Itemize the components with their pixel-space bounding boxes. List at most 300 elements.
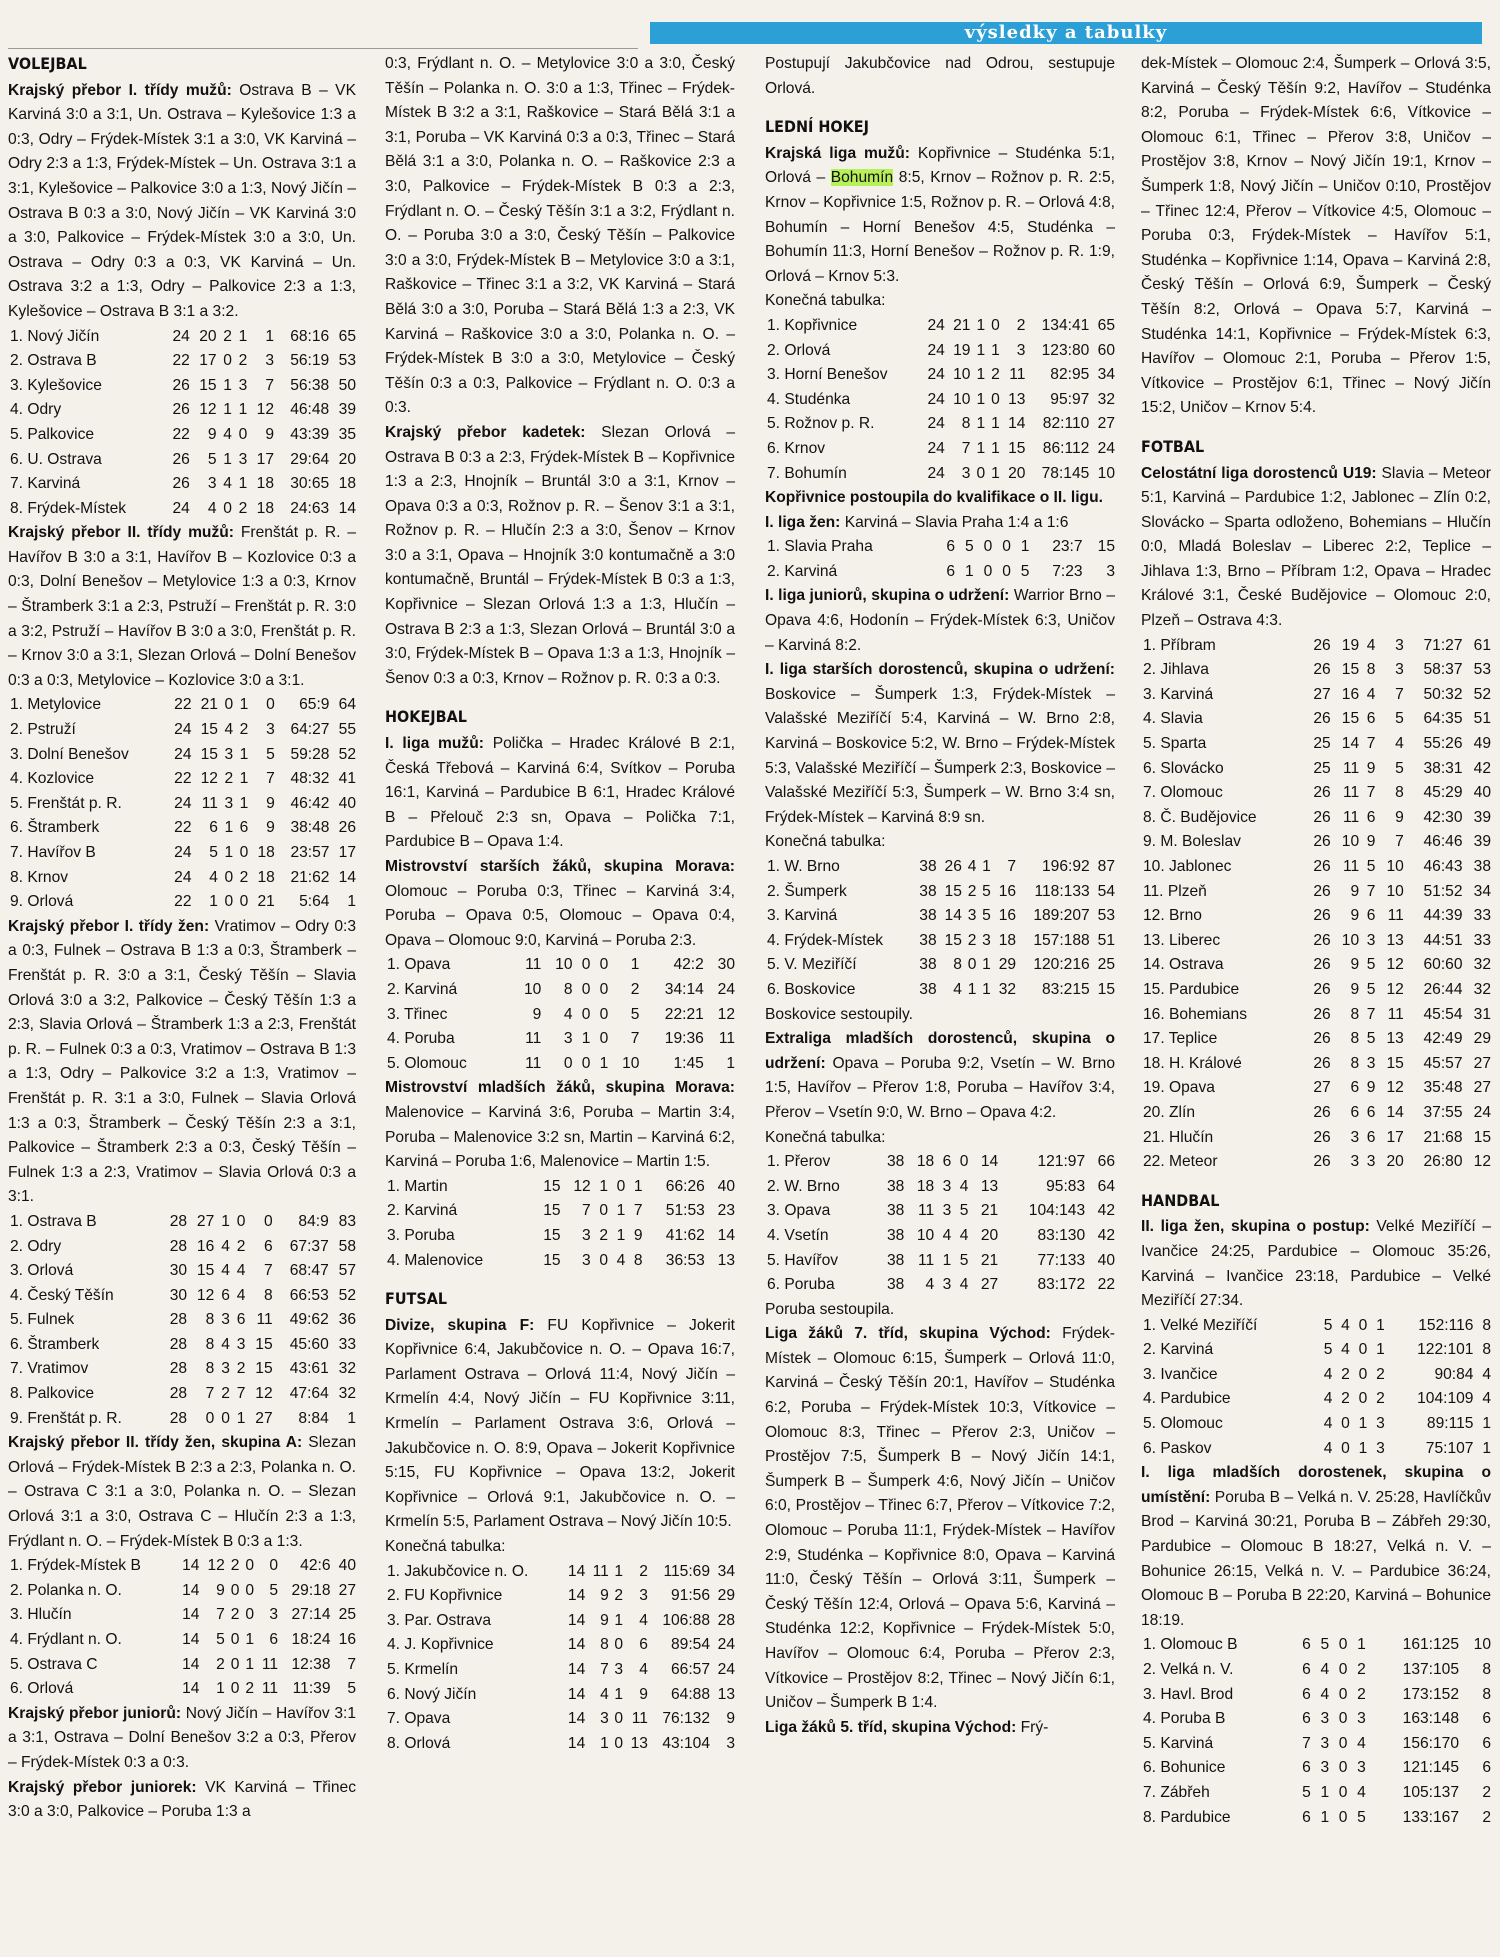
table-row <box>385 1003 735 1028</box>
table-cell: 2 <box>1016 316 1026 334</box>
team-name: 2. W. Brno <box>767 1177 840 1195</box>
table-row <box>765 1175 1115 1200</box>
results-text: Poruba B – Velká n. V. 25:28, Havlíčkův Brod – Karviná 30:21, Poruba B – Zábřeh 29:30, Pardubice – Olomouc B 18:27, Velká n. V. – Bohunice 26:15, Velká n. V. – Pardubice 36:24, Olomouc B – Poruba B 22:20, Karviná – Bohunice 18:19. <box>1141 1488 1491 1629</box>
results-text: Frenštát p. R. – Havířov B 3:0 a 3:1, Havířov B – Kozlovice 0:3 a 0:3, Dolní Benešov – Metylovice 1:3 a 0:3, Krnov – Štramberk 3:1 a 2:3, Pstruží – Frenštát p. R. 3:0 a 3:2, Pstruží – Havířov B 3:0 a 3:0, Frenštát p. R. – Krnov 3:0 a 3:1, Slezan Orlová – Dolní Benešov 0:3 a 0:3, Metylovice – Kozlovice 3:0 a 3:1. <box>8 524 356 689</box>
table-cell: 10 <box>916 1226 935 1244</box>
table-cell: 16 <box>338 1631 356 1648</box>
table-row <box>8 325 356 350</box>
team-name: 8. Frýdek-Místek <box>10 499 127 517</box>
table-row <box>1141 1052 1491 1077</box>
table-cell: 0 <box>991 316 1000 334</box>
table-cell: 5 <box>1302 1783 1311 1801</box>
table-cell: 12 <box>1386 1079 1404 1097</box>
table-cell: 21 <box>980 1251 999 1269</box>
table-cell: 15 <box>1341 710 1360 728</box>
team-name: 2. Šumperk <box>767 882 847 900</box>
table-cell: 0 <box>983 538 993 556</box>
results-paragraph <box>765 658 1115 830</box>
table-cell: 0 <box>581 1005 591 1023</box>
table-cell: 6 <box>263 1237 273 1255</box>
table-cell: 7 <box>1366 784 1376 802</box>
table-cell: 2 <box>239 721 249 739</box>
table-cell: 26 <box>1313 1153 1331 1171</box>
table-cell: 0 <box>245 1557 255 1575</box>
table-cell: 18:24 <box>291 1631 331 1648</box>
table-cell: 36 <box>338 1311 356 1329</box>
team-name: 11. Plzeň <box>1143 882 1207 900</box>
table-cell: 5 <box>1366 980 1376 998</box>
table-row <box>8 693 356 718</box>
table-row <box>8 792 356 817</box>
table-cell: 1 <box>239 696 249 714</box>
table-row <box>8 743 356 768</box>
table-cell: 0 <box>1358 1365 1368 1383</box>
table-cell: 38 <box>887 1251 905 1269</box>
table-cell: 24 <box>927 366 945 384</box>
table-cell: 11 <box>917 1251 935 1269</box>
team-name: 3. Par. Ostrava <box>387 1611 492 1629</box>
team-name: 7. Karviná <box>10 475 81 493</box>
results-text: Olomouc – Poruba 0:3, Třinec – Karviná 3:4, Poruba – Opava 0:5, Olomouc – Opava 0:4, Opava – Olomouc 9:0, Karviná – Poruba 2:3. <box>385 882 735 949</box>
standings-table <box>8 325 356 522</box>
table-cell: 7 <box>582 1202 591 1220</box>
table-row <box>1141 1387 1491 1412</box>
table-cell: 1 <box>1358 1415 1368 1433</box>
table-cell: 26 <box>172 376 190 394</box>
table-cell: 16 <box>998 907 1017 925</box>
table-cell: 38 <box>919 980 937 998</box>
table-cell: 4 <box>1341 1316 1350 1334</box>
table-cell: 3 <box>563 1030 573 1048</box>
team-name: 1. Metylovice <box>10 696 101 714</box>
table-row <box>8 890 356 915</box>
table-cell: 3 <box>1320 1734 1330 1752</box>
table-cell: 64 <box>1097 1177 1115 1195</box>
team-name: 1. Ostrava B <box>10 1212 97 1230</box>
table-cell: 7 <box>1302 1734 1311 1752</box>
table-cell: 55:26 <box>1423 735 1463 753</box>
table-cell: 9 <box>1395 808 1404 826</box>
table-cell: 26 <box>1313 907 1331 925</box>
table-cell: 14 <box>567 1661 586 1678</box>
table-cell: 4 <box>236 1286 246 1304</box>
table-cell: 115:69 <box>663 1562 711 1580</box>
table-row <box>385 953 735 978</box>
table-cell: 6 <box>1366 808 1376 826</box>
table-cell: 5 <box>982 907 991 925</box>
table-cell: 32 <box>1473 956 1491 974</box>
table-cell: 44:39 <box>1423 907 1463 925</box>
table-cell: 1 <box>991 439 1000 457</box>
table-cell: 11 <box>718 1030 735 1048</box>
table-cell: 7 <box>1366 1005 1376 1023</box>
table-cell: 0 <box>223 352 232 370</box>
team-name: 4. Český Těšín <box>10 1286 114 1304</box>
table-cell: 21:68 <box>1423 1128 1463 1146</box>
table-cell: 4 <box>236 1262 246 1280</box>
table-cell: 11 <box>201 794 218 812</box>
table-cell: 42:6 <box>300 1557 331 1575</box>
team-name: 19. Opava <box>1143 1079 1215 1097</box>
table-cell: 87 <box>1097 858 1115 875</box>
table-cell: 3 <box>1366 1054 1376 1072</box>
table-cell: 45:54 <box>1423 1005 1463 1023</box>
team-name: 17. Teplice <box>1143 1030 1218 1048</box>
table-cell: 0 <box>1338 1710 1348 1728</box>
table-cell: 1 <box>982 956 991 974</box>
team-name: 8. Pardubice <box>1143 1808 1231 1826</box>
table-cell: 2 <box>221 1385 230 1403</box>
table-cell: 22 <box>1097 1276 1115 1294</box>
table-cell: 0 <box>263 1212 273 1230</box>
table-cell: 29 <box>717 1587 735 1605</box>
table-cell: 28 <box>717 1611 735 1629</box>
section-heading: LEDNÍ HOKEJ <box>765 117 869 137</box>
table-cell: 0 <box>983 562 993 580</box>
table-cell: 22 <box>174 696 192 714</box>
competition-title: Krajský přebor II. třídy žen, skupina A: <box>8 1434 303 1452</box>
table-cell: 13 <box>980 1177 999 1195</box>
table-cell: 24 <box>1097 439 1115 457</box>
table-cell: 0 <box>1002 538 1011 556</box>
table-cell: 1 <box>976 390 986 408</box>
table-cell: 4 <box>959 1177 969 1195</box>
table-cell: 14 <box>717 1226 735 1244</box>
table-cell: 95:83 <box>1046 1177 1086 1195</box>
table-cell: 26 <box>172 401 190 419</box>
table-cell: 4 <box>207 499 217 517</box>
table-cell: 0 <box>1341 1439 1350 1457</box>
team-name: 20. Zlín <box>1143 1103 1196 1121</box>
table-cell: 3 <box>207 475 217 493</box>
table-cell: 0 <box>581 956 591 974</box>
table-row <box>385 1658 735 1683</box>
results-paragraph <box>1141 1461 1491 1633</box>
table-cell: 67:37 <box>289 1237 329 1255</box>
table-row <box>765 462 1115 487</box>
table-cell: 6 <box>946 538 956 556</box>
table-cell: 1 <box>614 1611 624 1629</box>
table-cell: 48:32 <box>290 770 330 788</box>
table-cell: 20 <box>1008 464 1026 482</box>
table-cell: 4 <box>1341 1341 1350 1359</box>
table-cell: 7 <box>1007 858 1017 875</box>
table-cell: 24 <box>717 1661 735 1678</box>
table-cell: 10 <box>1386 858 1404 875</box>
results-text: Opava – Poruba 9:2, Vsetín – W. Brno 1:5, Havířov – Přerov 1:8, Poruba – Havířov 3:4, Přerov – Vsetín 9:0, W. Brno – Opava 4:2. <box>765 1054 1115 1121</box>
table-cell: 19 <box>1341 636 1360 654</box>
team-name: 8. Č. Budějovice <box>1143 808 1257 826</box>
table-row <box>1141 781 1491 806</box>
table-cell: 3 <box>942 1276 952 1294</box>
table-cell: 14 <box>182 1655 200 1673</box>
table-cell: 5 <box>959 1202 969 1220</box>
table-row <box>1141 953 1491 978</box>
table-cell: 0 <box>230 1631 240 1648</box>
table-cell: 22 <box>172 352 190 370</box>
table-row <box>1141 1126 1491 1151</box>
table-cell: 0 <box>238 425 248 443</box>
table-cell: 50:32 <box>1423 685 1463 703</box>
table-cell: 1 <box>942 1251 952 1269</box>
table-cell: 14 <box>567 1734 586 1752</box>
table-row <box>1141 1806 1491 1831</box>
table-row <box>1141 1658 1491 1683</box>
table-cell: 1 <box>1320 1808 1330 1826</box>
table-cell: 39 <box>1473 808 1491 826</box>
team-name: 6. Štramberk <box>10 1335 100 1353</box>
table-cell: 6 <box>239 819 249 837</box>
column-4 <box>1141 52 1491 1830</box>
results-paragraph <box>8 1776 356 1825</box>
table-cell: 0 <box>230 1680 240 1698</box>
table-cell: 4 <box>1323 1439 1333 1457</box>
table-cell: 40 <box>717 1177 735 1195</box>
table-cell: 4 <box>1366 685 1376 703</box>
section-heading: VOLEJBAL <box>8 54 87 73</box>
table-row <box>8 398 356 423</box>
note: Poruba sestoupila. <box>765 1300 895 1318</box>
table-cell: 3 <box>1350 1128 1360 1146</box>
table-row <box>8 1382 356 1407</box>
table-row <box>385 1707 735 1732</box>
competition-title: I. liga starších dorostenců, skupina o udržení: <box>765 661 1115 679</box>
table-cell: 11 <box>631 1710 648 1728</box>
table-row <box>8 1333 356 1358</box>
table-row <box>765 437 1115 462</box>
table-row <box>1141 880 1491 905</box>
table-cell: 11 <box>1342 808 1360 826</box>
table-cell: 1 <box>633 1177 643 1195</box>
table-row <box>1141 1683 1491 1708</box>
table-cell: 26 <box>1313 882 1331 900</box>
table-row <box>8 1308 356 1333</box>
table-cell: 6 <box>1302 1808 1311 1826</box>
table-cell: 41:62 <box>665 1226 705 1244</box>
table-cell: 12 <box>255 1385 273 1403</box>
results-paragraph <box>385 421 735 692</box>
table-cell: 6 <box>1350 1103 1360 1121</box>
table-row <box>765 904 1115 929</box>
table-cell: 15 <box>255 1335 273 1353</box>
table-cell: 25 <box>1313 759 1331 777</box>
table-cell: 0 <box>614 1710 624 1728</box>
table-cell: 5 <box>965 538 974 556</box>
table-cell: 2 <box>236 1237 246 1255</box>
team-name: 8. Orlová <box>387 1734 451 1752</box>
table-row <box>765 1199 1115 1224</box>
team-name: 1. Nový Jičín <box>10 327 100 345</box>
table-cell: 4 <box>639 1611 648 1629</box>
team-name: 3. Ivančice <box>1143 1365 1218 1383</box>
standings-table <box>385 1560 735 1757</box>
table-cell: 11 <box>592 1562 609 1580</box>
table-row <box>8 1210 356 1235</box>
table-row <box>1141 978 1491 1003</box>
table-cell: 24 <box>927 464 945 482</box>
table-cell: 1 <box>600 1734 609 1752</box>
table-cell: 52 <box>338 745 356 763</box>
table-cell: 18 <box>338 475 356 493</box>
table-cell: 56:19 <box>290 352 330 370</box>
team-name: 16. Bohemians <box>1143 1005 1248 1023</box>
table-cell: 0 <box>224 893 234 911</box>
table-cell: 4 <box>1320 1661 1330 1678</box>
table-cell: 25 <box>338 1606 356 1624</box>
team-name: 3. Havl. Brod <box>1143 1685 1234 1703</box>
table-cell: 7 <box>630 1030 640 1048</box>
table-cell: 14 <box>980 1153 999 1171</box>
table-cell: 1 <box>1357 1636 1366 1654</box>
table-cell: 1 <box>224 819 234 837</box>
table-cell: 3 <box>726 1734 735 1752</box>
table-cell: 1 <box>976 439 986 457</box>
table-cell: 22 <box>174 893 192 911</box>
table-cell: 49 <box>1473 735 1491 753</box>
table-cell: 24 <box>174 868 192 886</box>
table-cell: 5 <box>216 1631 225 1648</box>
table-cell: 6 <box>269 1631 279 1648</box>
table-row <box>1141 1027 1491 1052</box>
table-cell: 26 <box>1313 980 1331 998</box>
table-cell: 0 <box>581 980 591 998</box>
table-cell: 5 <box>1323 1341 1333 1359</box>
table-cell: 2 <box>991 366 1000 384</box>
table-cell: 24 <box>927 439 945 457</box>
table-cell: 18 <box>256 475 275 493</box>
table-cell: 2 <box>245 1680 255 1698</box>
table-row <box>8 1235 356 1260</box>
table-cell: 161:125 <box>1402 1636 1460 1654</box>
table-cell: 0 <box>1338 1783 1348 1801</box>
table-cell: 55 <box>338 721 356 739</box>
table-cell: 1 <box>223 401 232 419</box>
table-cell: 4 <box>1366 636 1376 654</box>
table-cell: 46:42 <box>290 794 330 812</box>
table-cell: 90:84 <box>1434 1365 1474 1383</box>
table-cell: 41 <box>338 770 356 788</box>
table-cell: 8 <box>1366 661 1376 679</box>
table-row <box>8 1407 356 1432</box>
table-cell: 13 <box>717 1251 735 1269</box>
table-cell: 27 <box>338 1581 356 1599</box>
table-row <box>1141 1101 1491 1126</box>
table-cell: 25 <box>1313 735 1331 753</box>
table-cell: 30:65 <box>290 475 330 493</box>
team-name: 6. Paskov <box>1143 1439 1212 1457</box>
table-cell: 2 <box>223 327 232 345</box>
table-cell: 12 <box>196 1286 215 1304</box>
table-cell: 120:216 <box>1033 956 1090 974</box>
table-cell: 15 <box>200 745 218 763</box>
table-cell: 5 <box>630 1005 640 1023</box>
table-cell: 3 <box>221 1360 230 1378</box>
table-cell: 42 <box>1473 759 1491 777</box>
table-cell: 2 <box>1376 1390 1385 1408</box>
table-cell: 0 <box>1338 1808 1348 1826</box>
table-cell: 38 <box>1473 858 1491 875</box>
table-cell: 5 <box>1323 1316 1333 1334</box>
table-cell: 5 <box>1020 562 1030 580</box>
table-cell: 33 <box>1473 907 1491 925</box>
table-cell: 1 <box>599 1054 609 1072</box>
table-cell: 3 <box>639 1587 648 1605</box>
table-cell: 3 <box>600 1710 609 1728</box>
table-cell: 0 <box>616 1177 626 1195</box>
table-row <box>1141 1076 1491 1101</box>
table-cell: 12 <box>717 1005 735 1023</box>
table-cell: 14 <box>182 1606 200 1624</box>
table-row <box>8 1653 356 1678</box>
table-cell: 78:145 <box>1041 464 1090 482</box>
table-cell: 26:44 <box>1423 980 1463 998</box>
team-name: 1. Kopřivnice <box>767 316 858 334</box>
table-cell: 7 <box>1395 833 1404 851</box>
table-cell: 24 <box>172 499 190 517</box>
table-cell: 11 <box>256 1311 273 1329</box>
table-cell: 8 <box>1482 1685 1491 1703</box>
competition-title: I. liga žen: <box>765 513 841 531</box>
table-cell: 24 <box>174 844 192 861</box>
table-cell: 17 <box>256 450 275 468</box>
team-name: 3. Karviná <box>767 907 838 925</box>
table-cell: 24 <box>174 794 192 812</box>
table-cell: 15 <box>1341 661 1360 679</box>
table-cell: 75:107 <box>1425 1439 1474 1457</box>
table-cell: 39 <box>338 401 356 419</box>
team-name: 3. Opava <box>767 1202 831 1220</box>
table-cell: 2 <box>1482 1808 1491 1826</box>
team-name: 1. W. Brno <box>767 858 840 875</box>
table-cell: 10 <box>1386 882 1404 900</box>
results-text: Karviná – Slavia Praha 1:4 a 1:6 <box>840 513 1069 531</box>
table-cell: 66 <box>1097 1153 1115 1171</box>
table-cell: 8 <box>1482 1316 1491 1334</box>
note: Kopřivnice postoupila do kvalifikace o II. ligu. <box>765 489 1103 507</box>
table-cell: 46:48 <box>290 401 330 419</box>
table-cell: 0 <box>236 1212 246 1230</box>
table-cell: 1 <box>238 327 248 345</box>
table-cell: 14 <box>567 1587 586 1605</box>
table-cell: 14 <box>567 1710 586 1728</box>
table-cell: 17 <box>1386 1128 1404 1146</box>
table-cell: 20 <box>980 1226 999 1244</box>
table-cell: 27:14 <box>291 1606 331 1624</box>
table-cell: 6 <box>1302 1636 1311 1654</box>
table-cell: 2 <box>238 499 248 517</box>
table-cell: 1 <box>245 1655 255 1673</box>
table-cell: 71:27 <box>1423 636 1463 654</box>
table-cell: 2 <box>224 770 234 788</box>
table-cell: 4 <box>224 721 234 739</box>
table-cell: 0 <box>1358 1390 1368 1408</box>
table-cell: 65:9 <box>299 696 330 714</box>
table-cell: 13 <box>717 1685 735 1703</box>
table-cell: 1 <box>224 844 234 861</box>
table-cell: 26 <box>1313 956 1331 974</box>
table-cell: 8 <box>961 415 971 433</box>
table-cell: 1 <box>216 1680 225 1698</box>
table-row <box>1141 1338 1491 1363</box>
table-cell: 1 <box>209 893 218 911</box>
team-name: 4. Vsetín <box>767 1226 829 1244</box>
table-cell: 5 <box>347 1680 356 1698</box>
table-cell: 1 <box>976 366 986 384</box>
table-cell: 40 <box>338 1557 356 1575</box>
competition-title: Krajský přebor I. třídy žen: <box>8 917 210 935</box>
table-cell: 38 <box>887 1202 905 1220</box>
table-cell: 56:38 <box>290 376 330 394</box>
